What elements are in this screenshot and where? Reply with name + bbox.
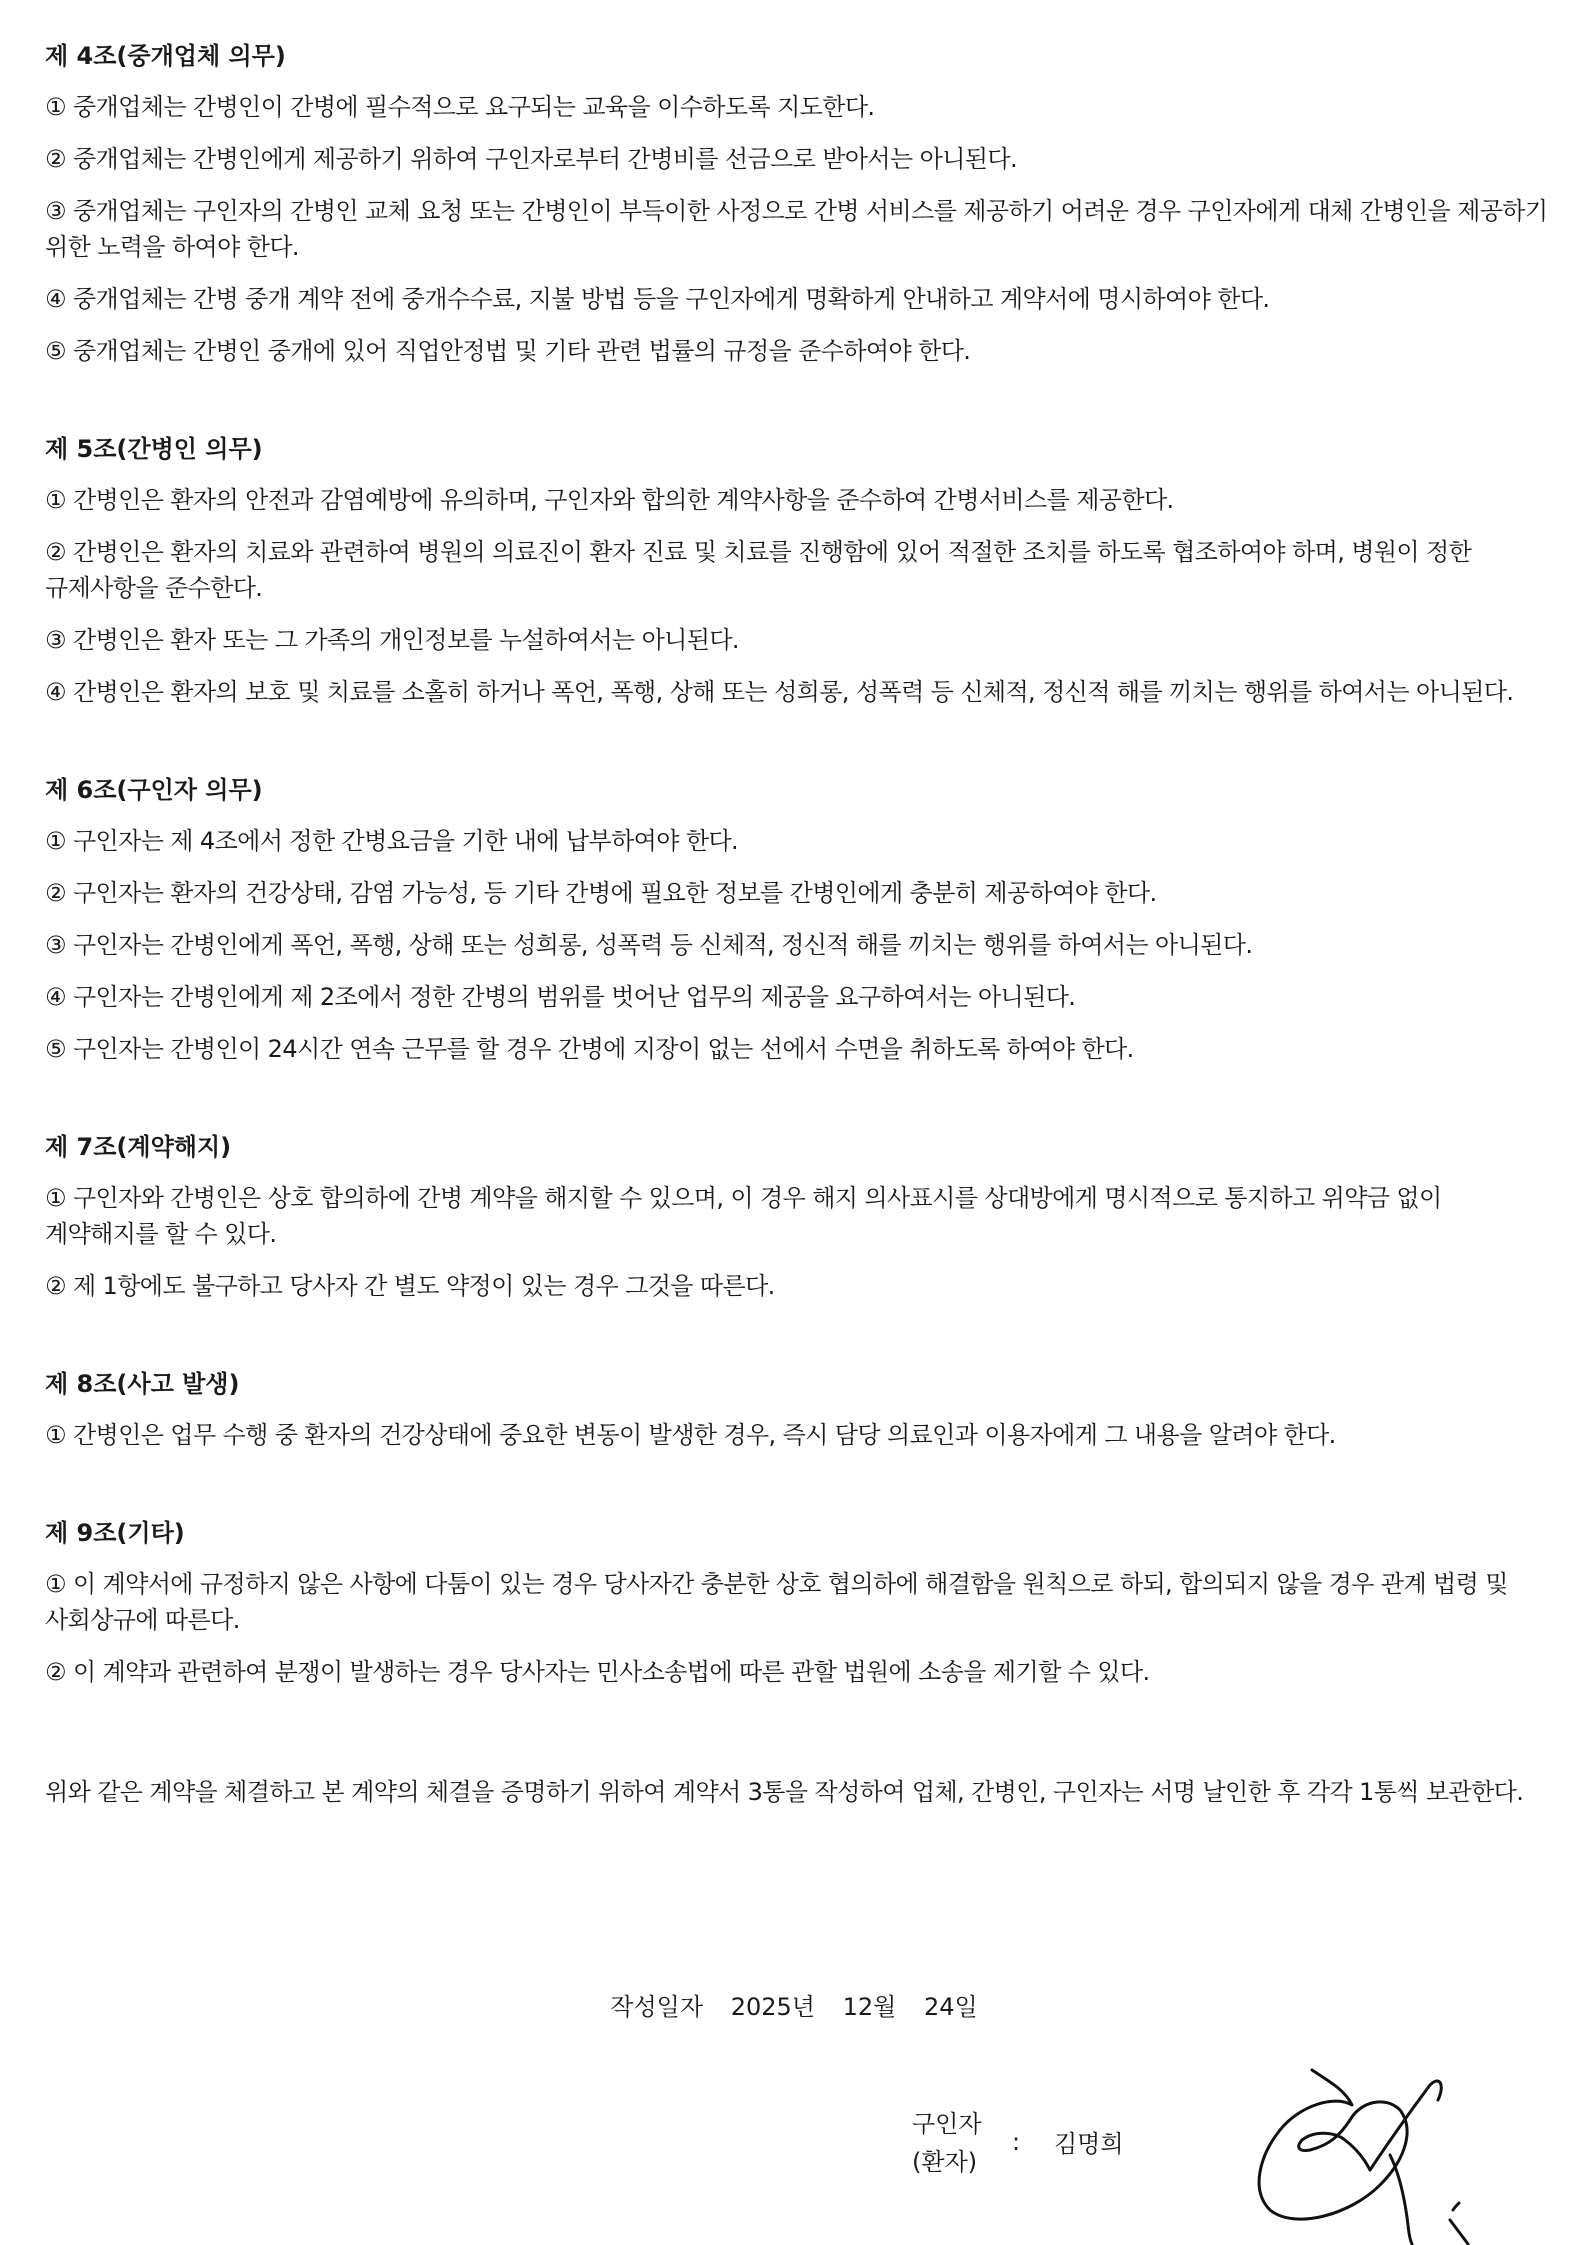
clause-4-4: ④ 중개업체는 간병 중개 계약 전에 중개수수료, 지불 방법 등을 구인자에게 명확하게 안내하고 계약서에 명시하여야 한다.: [45, 285, 1270, 313]
article-title: 제 9조(기타): [45, 1519, 185, 1547]
article-title: 제 8조(사고 발생): [45, 1370, 240, 1398]
date-month: 12월: [842, 1993, 897, 2021]
article-title: 제 5조(간병인 의무): [45, 435, 263, 463]
section-gap: [45, 1752, 1550, 1774]
clause-7-1: ① 구인자와 간병인은 상호 합의하에 간병 계약을 해지할 수 있으며, 이 경우 해지 의사표시를 상대방에게 명시적으로 통지하고 위약금 없이 계약해지를 할 수 있다.: [45, 1184, 1442, 1248]
clause-6-1: ① 구인자는 제 4조에서 정한 간병요금을 기한 내에 납부하여야 한다.: [45, 827, 739, 855]
handwritten-signature: [1240, 2060, 1570, 2245]
article-9: [45, 1515, 1550, 1690]
article-5: [45, 431, 1550, 710]
clause-9-2: ② 이 계약과 관련하여 분쟁이 발생하는 경우 당사자는 민사소송법에 따른 관할 법원에 소송을 제기할 수 있다.: [45, 1658, 1150, 1686]
section-gap: [45, 1083, 1550, 1129]
article-6: [45, 772, 1550, 1067]
article-7: [45, 1129, 1550, 1304]
section-gap: [45, 1469, 1550, 1515]
section-gap: [45, 1320, 1550, 1366]
clause-8-1: ① 간병인은 업무 수행 중 환자의 건강상태에 중요한 변동이 발생한 경우, 즉시 담당 의료인과 이용자에게 그 내용을 알려야 한다.: [45, 1421, 1336, 1449]
section-gap: [45, 385, 1550, 431]
clause-4-3: ③ 중개업체는 구인자의 간병인 교체 요청 또는 간병인이 부득이한 사정으로 간병 서비스를 제공하기 어려운 경우 구인자에게 대체 간병인을 제공하기 위한 노력을 하여야 한다.: [45, 197, 1548, 261]
contract-body: [45, 38, 1550, 1810]
signer-colon: :: [1012, 2128, 1021, 2156]
clause-6-2: ② 구인자는 환자의 건강상태, 감염 가능성, 등 기타 간병에 필요한 정보를 간병인에게 충분히 제공하여야 한다.: [45, 879, 1157, 907]
clause-7-2: ② 제 1항에도 불구하고 당사자 간 별도 약정이 있는 경우 그것을 따른다.: [45, 1272, 775, 1300]
clause-6-4: ④ 구인자는 간병인에게 제 2조에서 정한 간병의 범위를 벗어난 업무의 제공을 요구하여서는 아니된다.: [45, 983, 1076, 1011]
article-8: [45, 1366, 1550, 1453]
section-gap: [45, 1706, 1550, 1752]
date-label: 작성일자: [610, 1993, 704, 2021]
date-year: 2025년: [730, 1993, 815, 2021]
clause-4-5: ⑤ 중개업체는 간병인 중개에 있어 직업안정법 및 기타 관련 법률의 규정을 준수하여야 한다.: [45, 337, 971, 365]
clause-4-2: ② 중개업체는 간병인에게 제공하기 위하여 구인자로부터 간병비를 선금으로 받아서는 아니된다.: [45, 145, 1017, 173]
clause-6-5: ⑤ 구인자는 간병인이 24시간 연속 근무를 할 경우 간병에 지장이 없는 선에서 수면을 취하도록 하여야 한다.: [45, 1035, 1134, 1063]
signer-role: 구인자: [912, 2110, 982, 2138]
clause-5-1: ① 간병인은 환자의 안전과 감염예방에 유의하며, 구인자와 합의한 계약사항을 준수하여 간병서비스를 제공한다.: [45, 486, 1174, 514]
date-day: 24일: [923, 1993, 978, 2021]
clause-5-3: ③ 간병인은 환자 또는 그 가족의 개인정보를 누설하여서는 아니된다.: [45, 626, 739, 654]
clause-6-3: ③ 구인자는 간병인에게 폭언, 폭행, 상해 또는 성희롱, 성폭력 등 신체적, 정신적 해를 끼치는 행위를 하여서는 아니된다.: [45, 931, 1253, 959]
signer-role-sub: (환자): [912, 2148, 978, 2176]
clause-5-2: ② 간병인은 환자의 치료와 관련하여 병원의 의료진이 환자 진료 및 치료를 진행함에 있어 적절한 조치를 하도록 협조하여야 하며, 병원이 정한 규제사항을 준수한다.: [45, 538, 1472, 602]
article-title: 제 4조(중개업체 의무): [45, 42, 286, 70]
closing-statement: 위와 같은 계약을 체결하고 본 계약의 체결을 증명하기 위하여 계약서 3통을 작성하여 업체, 간병인, 구인자는 서명 날인한 후 각각 1통씩 보관한다.: [45, 1778, 1524, 1806]
article-title: 제 6조(구인자 의무): [45, 776, 263, 804]
clause-5-4: ④ 간병인은 환자의 보호 및 치료를 소홀히 하거나 폭언, 폭행, 상해 또는 성희롱, 성폭력 등 신체적, 정신적 해를 끼치는 행위를 하여서는 아니된다.: [45, 678, 1514, 706]
section-gap: [45, 726, 1550, 772]
clause-4-1: ① 중개업체는 간병인이 간병에 필수적으로 요구되는 교육을 이수하도록 지도한다.: [45, 93, 875, 121]
article-title: 제 7조(계약해지): [45, 1133, 232, 1161]
signing-date: [0, 1989, 1588, 2025]
signer-name: 김명희: [1054, 2130, 1124, 2158]
article-4: [45, 38, 1550, 369]
clause-9-1: ① 이 계약서에 규정하지 않은 사항에 다툼이 있는 경우 당사자간 충분한 상호 협의하에 해결함을 원칙으로 하되, 합의되지 않을 경우 관계 법령 및 사회상규에 따른다.: [45, 1570, 1508, 1634]
